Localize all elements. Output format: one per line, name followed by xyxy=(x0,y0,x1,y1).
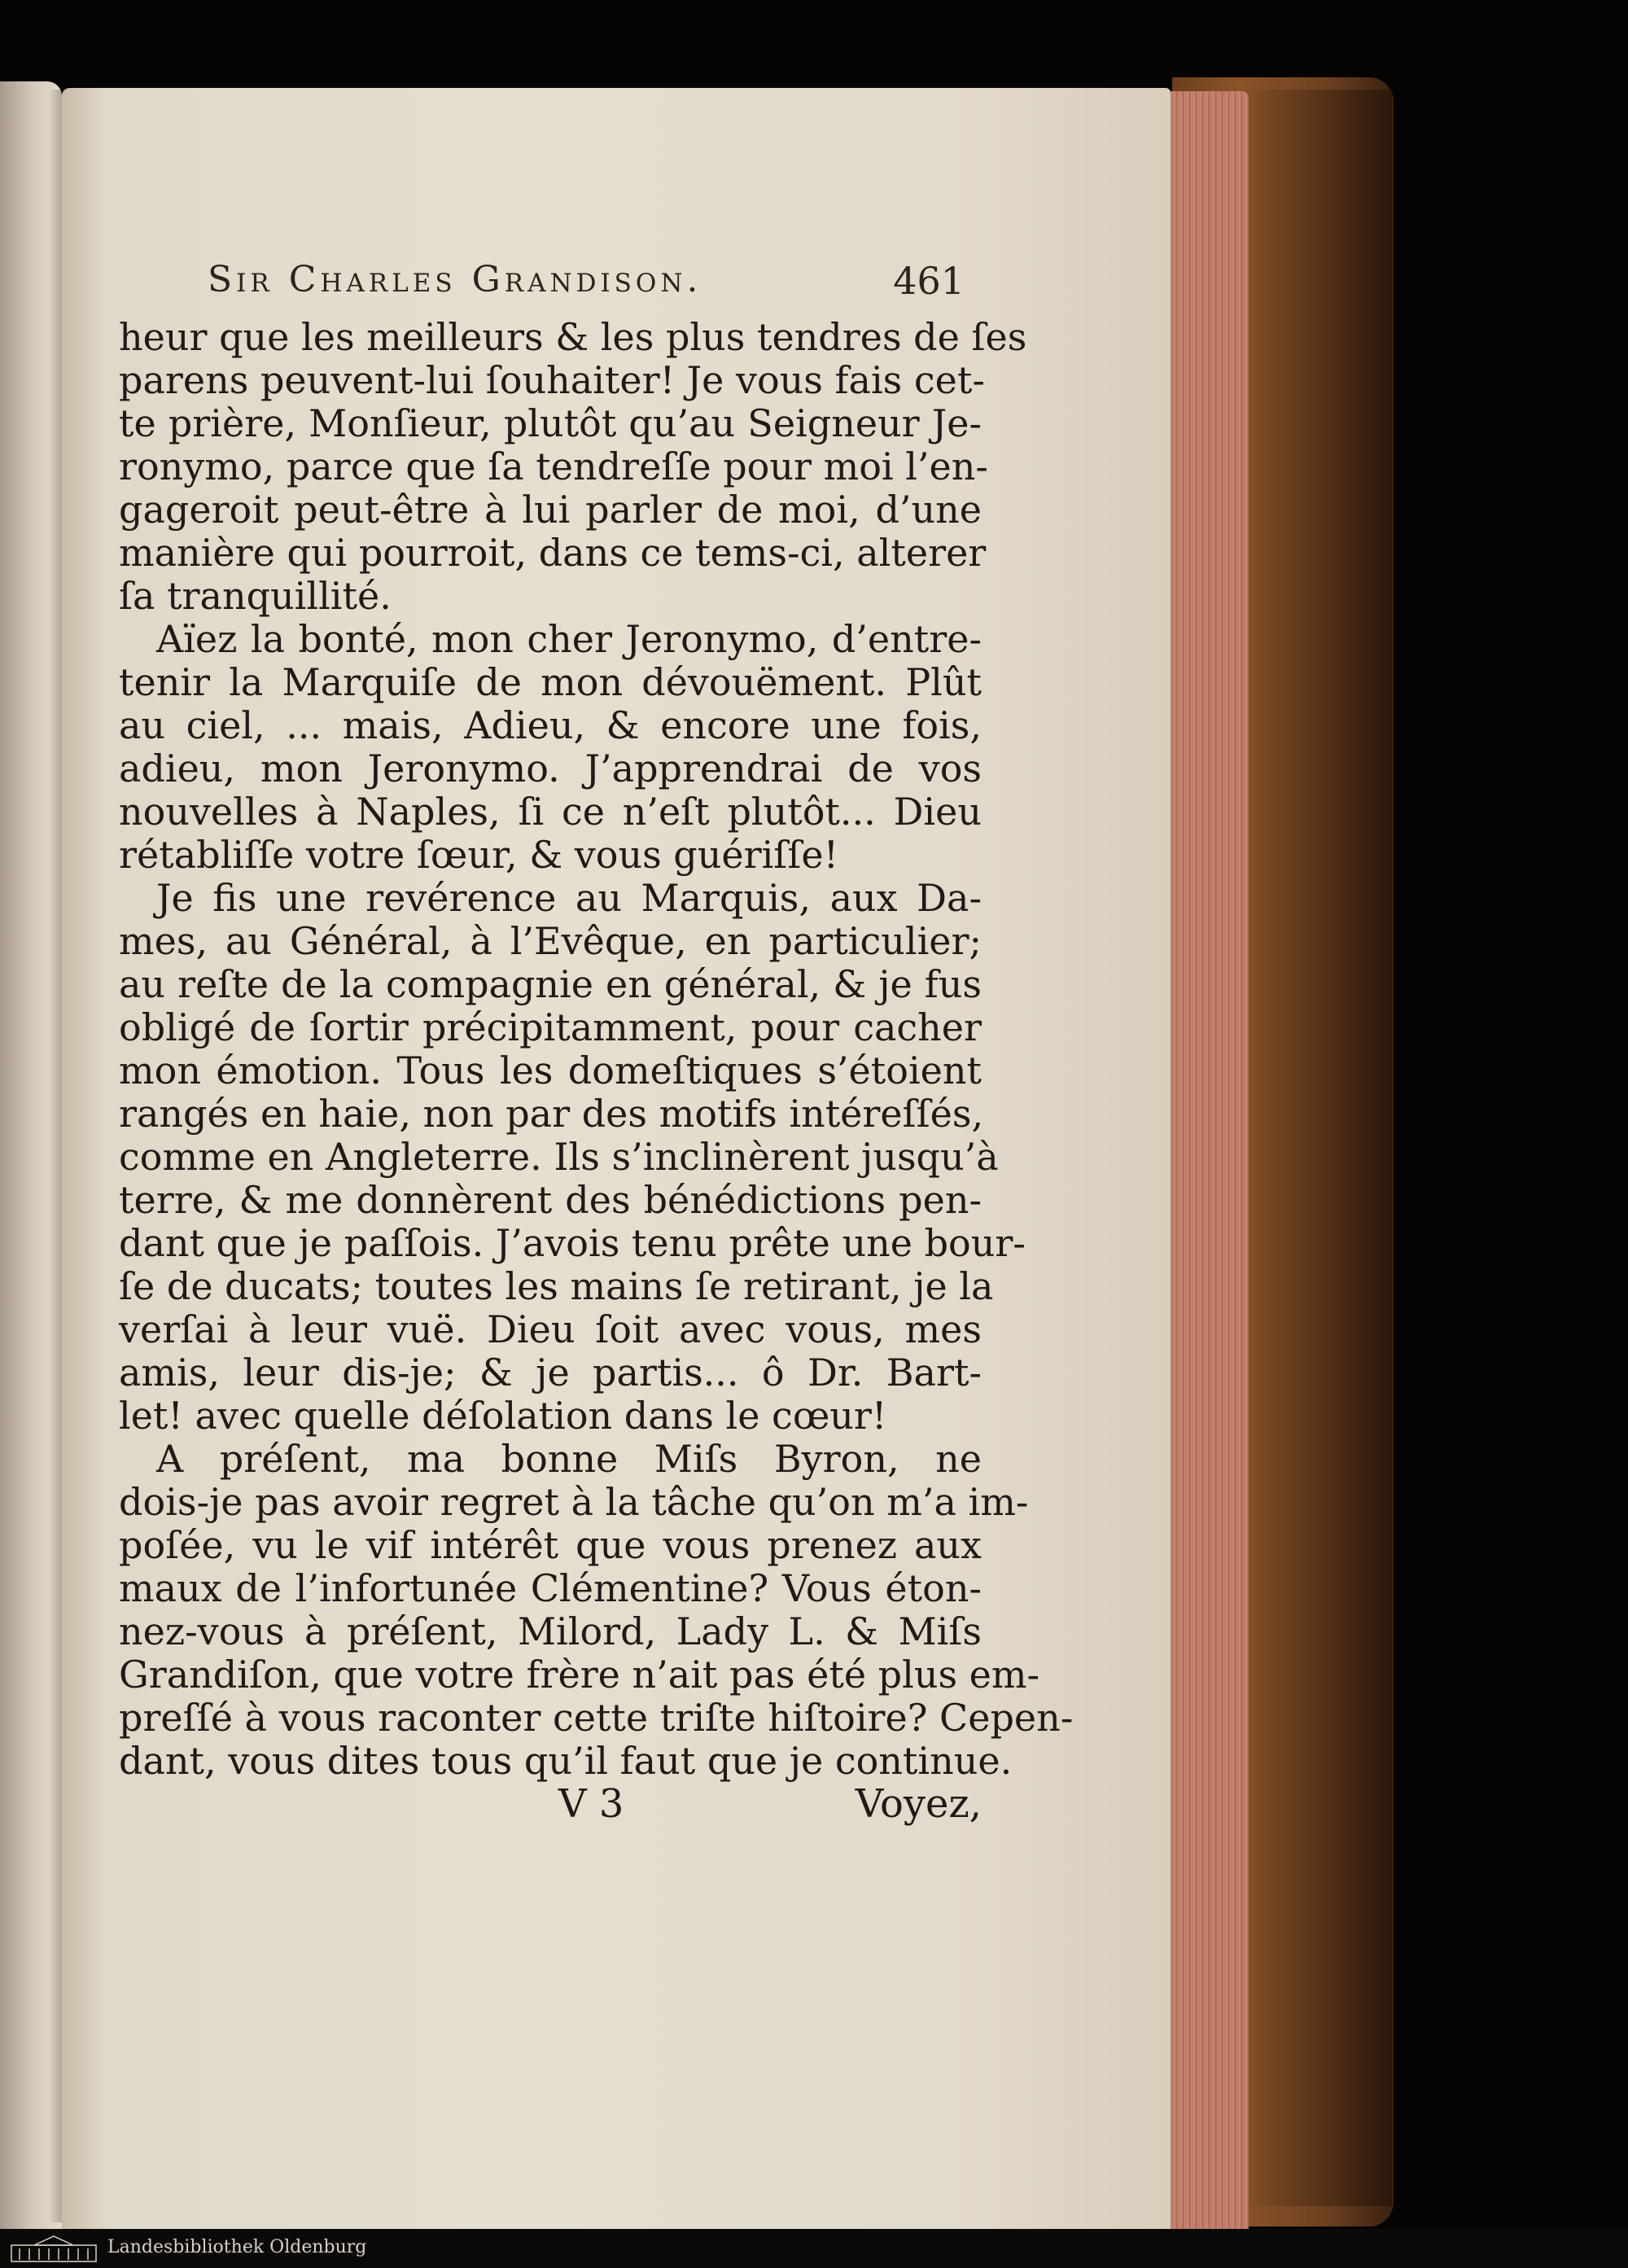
text-line: adieu, mon Jeronymo. J’apprendrai de vos xyxy=(119,747,982,790)
text-line: obligé de ſortir précipitamment, pour cacher xyxy=(119,1005,982,1049)
text-line: A préſent, ma bonne Miſs Byron, ne xyxy=(156,1437,982,1481)
page-edges xyxy=(1166,91,1249,2239)
text-line: manière qui pourroit, dans ce tems-ci, alterer xyxy=(119,531,987,575)
running-title: Sir Charles Grandison. xyxy=(208,259,702,300)
text-line: mon émotion. Tous les domeſtiques s’étoient xyxy=(119,1049,982,1092)
running-head xyxy=(208,259,965,316)
text-line: ſe de ducats; toutes les mains ſe retirant, je la xyxy=(119,1264,994,1308)
text-line: rangés en haie, non par des motifs intéreſſés, xyxy=(119,1092,984,1136)
text-line: terre, & me donnèrent des bénédictions pen- xyxy=(119,1178,982,1222)
library-name: Landesbibliothek Oldenburg xyxy=(107,2237,367,2257)
library-building-icon xyxy=(10,2234,98,2263)
text-line: maux de l’infortunée Clémentine? Vous éton- xyxy=(119,1566,982,1610)
page-footer xyxy=(119,1781,982,1830)
library-footer-bar xyxy=(0,2229,1628,2268)
text-line: gageroit peut-être à lui parler de moi, d’une xyxy=(119,488,982,532)
cover-shadow xyxy=(1237,90,1392,2206)
page-number: 461 xyxy=(893,259,965,303)
text-line: comme en Angleterre. Ils s’inclinèrent jusqu’à xyxy=(119,1135,999,1179)
text-line: tenir la Marquiſe de mon dévouëment. Plût xyxy=(119,660,982,704)
text-line: au reſte de la compagnie en général, & je fus xyxy=(119,962,982,1006)
text-line: nouvelles à Naples, ſi ce n’eſt plutôt... Dieu xyxy=(119,790,982,834)
text-line: nez-vous à préſent, Milord, Lady L. & Miſs xyxy=(119,1609,982,1653)
text-line: amis, leur dis-je; & je partis... ô Dr. Bart- xyxy=(119,1351,982,1395)
text-line: te prière, Monſieur, plutôt qu’au Seigneur Je- xyxy=(119,401,982,445)
text-line: rétabliſſe votre ſœur, & vous guériſſe! xyxy=(119,833,839,877)
body-text xyxy=(119,315,1074,1783)
text-line: heur que les meilleurs & les plus tendres de ſes xyxy=(119,315,1027,359)
text-line: poſée, vu le vif intérêt que vous prenez aux xyxy=(119,1523,982,1567)
text-line: ronymo, parce que ſa tendreſſe pour moi l’en- xyxy=(119,444,988,488)
text-line: parens peuvent-lui ſouhaiter! Je vous fais cet- xyxy=(119,358,985,402)
text-line: Je fis une revérence au Marquis, aux Da- xyxy=(156,876,982,920)
text-line: mes, au Général, à l’Evêque, en particulier; xyxy=(119,919,982,963)
text-line: dois-je pas avoir regret à la tâche qu’on m’a im- xyxy=(119,1480,1029,1524)
text-line: Aïez la bonté, mon cher Jeronymo, d’entre- xyxy=(156,617,982,661)
text-line: ſa tranquillité. xyxy=(119,574,392,618)
signature-mark: V 3 xyxy=(558,1781,624,1827)
text-line: verſai à leur vuë. Dieu ſoit avec vous, mes xyxy=(119,1307,982,1351)
text-line: preſſé à vous raconter cette triſte hiſtoire? Cepen- xyxy=(119,1696,1074,1740)
text-line: let! avec quelle déſolation dans le cœur! xyxy=(119,1394,887,1438)
text-line: dant, vous dites tous qu’il faut que je continue. xyxy=(119,1739,1013,1783)
text-line: Grandiſon, que votre frère n’ait pas été plus em- xyxy=(119,1653,1040,1697)
catchword: Voyez, xyxy=(855,1781,982,1827)
text-line: dant que je paſſois. J’avois tenu prête une bour- xyxy=(119,1221,1026,1265)
text-line: au ciel, ... mais, Adieu, & encore une fois, xyxy=(119,703,982,747)
